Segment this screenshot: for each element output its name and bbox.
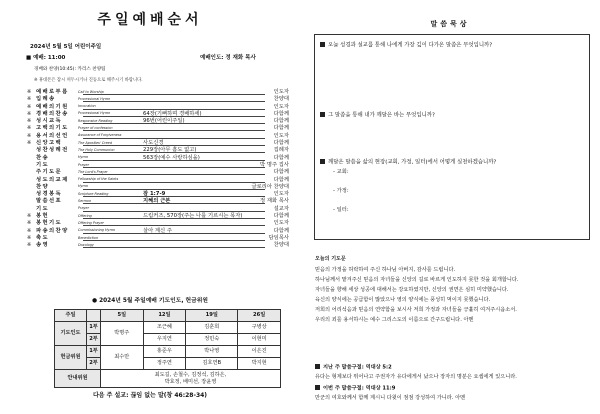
- order-english: Prayer: [78, 162, 90, 167]
- order-english: Benediction: [78, 235, 99, 240]
- order-leader: 인도자: [273, 89, 289, 95]
- answer-church: - 교회:: [333, 169, 349, 175]
- order-content: 잠 1:7-9: [143, 191, 166, 198]
- order-english: Doxology: [78, 242, 94, 247]
- order-english: Processional Hymn: [78, 96, 111, 101]
- order-mark: ※: [27, 132, 32, 139]
- order-leader: 다함께: [273, 125, 289, 132]
- roster-label: 기도인도: [55, 322, 87, 346]
- table-row: [55, 334, 281, 346]
- leader-line: [83, 101, 265, 102]
- roster-header: 주일: [55, 310, 87, 322]
- order-english: Hymn: [78, 155, 89, 160]
- order-mark: ※: [27, 118, 32, 125]
- order-row: [27, 213, 289, 220]
- leader-line: [83, 196, 265, 197]
- order-leader: 다함께: [273, 110, 289, 117]
- answer-work: - 일터:: [333, 207, 349, 213]
- prayer-line: 육신의 양식에는 공급함이 많았으나 영의 양식에는 풍성히 먹이지 못했습니다.: [315, 297, 491, 303]
- order-row: [27, 198, 289, 205]
- roster-cell: 박지현: [238, 358, 281, 370]
- usher-line: 최도길, 손철수, 김정석, 김하은,: [154, 371, 227, 378]
- notes-panel: [300, 0, 600, 414]
- this-week-verse-label: [315, 385, 395, 392]
- prayer-title: 오늘의 기도문: [315, 256, 346, 262]
- table-row: [55, 346, 281, 358]
- order-name: 봉헌기도: [36, 220, 63, 227]
- order-name: 경배의찬송: [36, 110, 69, 117]
- leader-line: [83, 145, 265, 146]
- order-english: Offering: [78, 213, 92, 218]
- order-content: 사도신경: [143, 140, 164, 147]
- roster-part: 1부: [87, 322, 101, 334]
- order-leader: 집례자: [273, 147, 289, 154]
- prayer-text: [315, 265, 595, 325]
- order-row: [27, 228, 289, 235]
- leader-line: [83, 174, 265, 175]
- roster-part: 2부: [87, 358, 101, 370]
- order-of-worship: [27, 89, 289, 250]
- order-mark: ※: [27, 110, 32, 117]
- order-name: 용서의선언: [36, 132, 69, 139]
- square-bullet-icon: [320, 159, 325, 164]
- prayer-line: 저희의 어리석음과 믿음의 연약함을 보시사 저희 가정과 자녀들을 긍휼히 여겨주시옵소서.: [315, 307, 517, 313]
- order-name: 입례송: [36, 96, 56, 103]
- meditation-box: [314, 34, 590, 240]
- order-mark: ※: [27, 213, 32, 220]
- roster-label: 헌금위원: [55, 346, 87, 370]
- order-name: 성도의교제: [36, 176, 69, 183]
- square-bullet-icon: [315, 385, 320, 390]
- order-name: 축도: [36, 234, 50, 241]
- order-mark: ※: [27, 234, 32, 241]
- order-english: Prayer of confession: [78, 126, 113, 131]
- question-2: [320, 112, 435, 119]
- roster-cell: 김호연B: [186, 358, 238, 370]
- prayer-line: 믿음의 가정을 허락하여 주신 하나님 아버지, 감사를 드립니다.: [315, 267, 456, 273]
- leader-line: [83, 138, 265, 139]
- order-content: 지혜의 근본: [143, 198, 171, 205]
- roster-cell: 구병상: [238, 322, 281, 334]
- order-name: 찬송: [36, 154, 50, 161]
- leader-line: [83, 109, 265, 110]
- order-leader: 박 명주 집사: [260, 161, 289, 168]
- order-content: 살아 계신 주: [143, 227, 172, 234]
- order-row: [27, 125, 289, 132]
- roster-header: 26일: [238, 310, 281, 322]
- order-english: The Holy Communion: [78, 147, 115, 152]
- order-name: 성경봉독: [36, 191, 63, 198]
- verse-label: 지난 주 말씀구절: 역대상 5:2: [323, 364, 392, 371]
- order-row: [27, 155, 289, 162]
- leader-line: [83, 167, 265, 168]
- order-mark: ※: [27, 242, 32, 249]
- order-leader: 찬양대: [273, 96, 289, 103]
- roster-header: 19일: [186, 310, 238, 322]
- usher-cell: [101, 370, 281, 388]
- roster-cell: 김훈희: [186, 322, 238, 334]
- order-content: 드림커즈, 570장(주는 나를 기르시는 목자): [143, 213, 243, 220]
- order-name: 봉헌: [36, 213, 50, 220]
- order-leader: 인도자: [273, 220, 289, 227]
- order-leader: 다함께: [273, 154, 289, 161]
- next-week-sermon: 다음 주 설교: 끊임 없는 말(창 46:28-34): [92, 392, 208, 399]
- square-bullet-icon: [315, 364, 320, 369]
- last-week-verse: 유다는 형제보다 뛰어나고 주권자가 유다에게서 났으나 장자의 명분은 요셉에게 있으니라.: [315, 374, 517, 380]
- roster-cell: 정주연: [143, 358, 186, 370]
- order-leader: 다함께: [273, 227, 289, 234]
- leader-line: [83, 189, 265, 190]
- roster-cell: 박나영: [186, 346, 238, 358]
- order-name: 송영: [36, 242, 50, 249]
- order-mark: ※: [27, 220, 32, 227]
- order-english: Processional Hymn: [78, 111, 111, 116]
- roster-cell: 우지연: [143, 334, 186, 346]
- table-row: [55, 358, 281, 370]
- order-leader: 인도자: [273, 132, 289, 139]
- order-leader: 정 재화 목사: [260, 198, 289, 205]
- order-row: [27, 169, 289, 176]
- prayer-line: 하나님께서 맡겨주신 믿음의 자녀들을 신앙의 길로 바르게 인도하지 못한 것을 회개합니다.: [315, 277, 519, 283]
- order-row: [27, 133, 289, 140]
- roster-cell: 박명주: [101, 322, 144, 346]
- order-name: 기도: [36, 205, 50, 212]
- order-english: Invocation: [78, 104, 96, 109]
- roster-header-row: [55, 310, 281, 322]
- order-content: 563장(예수 사랑하심을): [143, 154, 200, 161]
- order-leader: 글로리아 찬양대: [251, 183, 289, 190]
- order-row: [27, 242, 289, 249]
- notes-title: 말씀묵상: [430, 20, 470, 28]
- roster-header: 5일: [101, 310, 144, 322]
- order-leader: 인도자: [273, 103, 289, 110]
- question-3: [320, 159, 496, 166]
- order-content: 229장(아무 흠도 없고): [143, 147, 197, 154]
- order-leader: 다함께: [273, 169, 289, 176]
- order-name: 성찬성례전: [36, 147, 69, 154]
- order-leader: 설교자: [273, 205, 289, 212]
- order-english: Sermon: [78, 199, 92, 204]
- roster-part: 1부: [87, 346, 101, 358]
- order-row: [27, 235, 289, 242]
- leader-line: [83, 94, 265, 95]
- leader-line: [83, 240, 265, 241]
- question-text: 깨달은 말씀을 삶의 현장(교회, 가정, 일터)에서 어떻게 실천하겠습니까?: [328, 159, 497, 166]
- order-leader: 인도자: [273, 191, 289, 198]
- leader-line: [83, 233, 265, 234]
- order-row: [27, 162, 289, 169]
- leader-line: [83, 247, 265, 248]
- order-name: 말씀선포: [36, 198, 63, 205]
- roster-cell: 최수만: [101, 346, 144, 370]
- order-leader: 다함께: [273, 213, 289, 220]
- roster-title: ● 2024년 5월 주일예배 기도인도, 헌금위원: [92, 298, 208, 304]
- order-english: Responsive Reading: [78, 118, 113, 123]
- order-row: [27, 104, 289, 111]
- order-name: 기도: [36, 161, 50, 168]
- order-row: [27, 89, 289, 96]
- bulletin-title: 주일예배순서: [97, 12, 203, 28]
- table-row: [55, 322, 281, 334]
- service-date: 2024년 5월 5일 어린이주일: [30, 44, 102, 50]
- order-name: 예배의기원: [36, 103, 69, 110]
- order-mark: ※: [27, 125, 32, 132]
- roster-cell: 이은진: [238, 346, 281, 358]
- order-english: Assurance of Forgiveness: [78, 133, 122, 138]
- order-name: 예배로부름: [36, 89, 69, 95]
- answer-home: - 가정:: [333, 188, 349, 194]
- last-week-verse-label: [315, 364, 392, 371]
- this-week-verse: 만군의 여호와께서 함께 계시니 다윗이 점점 강성하여 가니라. 아멘: [315, 395, 466, 401]
- question-text: 그 말씀을 통해 내가 깨달은 바는 무엇입니까?: [328, 112, 435, 119]
- order-english: The Lord's Prayer: [78, 169, 108, 174]
- roster-header: 12일: [143, 310, 186, 322]
- order-name: 찬양: [36, 183, 50, 190]
- roster-part: 2부: [87, 334, 101, 346]
- leader-line: [83, 225, 265, 226]
- order-row: [27, 96, 289, 103]
- order-mark: ※: [27, 89, 32, 95]
- order-english: The Apostles' Creed: [78, 140, 112, 145]
- order-mark: ※: [27, 103, 32, 110]
- question-text: 오늘 성경과 설교를 통해 나에게 가장 깊이 다가온 말씀은 무엇입니까?: [328, 42, 493, 49]
- roster-cell: 정민숙: [186, 334, 238, 346]
- order-english: Commissioning Hymn: [78, 228, 116, 233]
- order-row: [27, 177, 289, 184]
- order-mark: ※: [27, 227, 32, 234]
- order-name: 주기도문: [36, 169, 63, 176]
- roster-cell: 이현미: [238, 334, 281, 346]
- order-mark: ※: [27, 140, 32, 147]
- prayer-line: 우리의 죄를 용서하시는 예수 그리스도의 이름으로 간구드립니다. 아멘: [315, 317, 474, 323]
- order-english: Hymn: [78, 184, 89, 189]
- leader-line: [83, 203, 265, 204]
- order-row: [27, 147, 289, 154]
- order-content: 64장(기뻐하며 경배하세): [143, 110, 202, 117]
- verse-label: 이번 주 말씀구절: 역대상 11:9: [323, 385, 396, 392]
- square-bullet-icon: [320, 112, 325, 117]
- order-mark: ※: [27, 96, 32, 103]
- table-row: [55, 370, 281, 388]
- order-name: 고백의기도: [36, 125, 69, 132]
- order-english: Call to Worship: [78, 89, 104, 94]
- order-leader: 찬양대: [273, 242, 289, 249]
- roster-table: [54, 309, 281, 388]
- worship-leader: 예배인도: 정 재화 목사: [200, 55, 256, 61]
- usher-line: 박효정, 배미선, 장윤영: [164, 378, 217, 385]
- order-english: Scripture Reading: [78, 191, 109, 196]
- prelude-note: ※ 휴대폰은 잠시 꺼두시거나 진동으로 해주시기 바랍니다.: [34, 78, 143, 83]
- order-row: [27, 206, 289, 213]
- question-1: [320, 42, 492, 49]
- prelude-info: 경배와 찬양(10:45): 카리스 찬양팀: [34, 67, 106, 72]
- service-time: ■ 예배: 11:00: [26, 55, 66, 61]
- order-name: 성시교독: [36, 118, 63, 125]
- roster-cell: 홍준우: [143, 346, 186, 358]
- order-name: 신앙고백: [36, 140, 63, 147]
- order-english: Prayer: [78, 206, 90, 211]
- leader-line: [83, 211, 265, 212]
- order-leader: 다함께: [273, 140, 289, 147]
- order-name: 파송의찬양: [36, 227, 69, 234]
- leader-line: [83, 130, 265, 131]
- order-row: [27, 220, 289, 227]
- roster-label: 안내위원: [55, 370, 101, 388]
- square-bullet-icon: [320, 42, 325, 47]
- order-content: 96번(어린이주일): [143, 118, 185, 125]
- order-leader: 다함께: [273, 176, 289, 183]
- order-english: Offering Prayer: [78, 220, 104, 225]
- roster-cell: 조근혜: [143, 322, 186, 334]
- prayer-line: 자녀들을 향해 세상 성공에 대해서는 강요하였지만, 신앙의 권면은 심히 미약했습니다.: [315, 287, 509, 293]
- order-leader: 담임목사: [268, 234, 289, 241]
- order-english: Fellowship of the Saints: [78, 177, 119, 182]
- order-leader: 다함께: [273, 118, 289, 125]
- leader-line: [83, 182, 265, 183]
- roster-header: [87, 310, 101, 322]
